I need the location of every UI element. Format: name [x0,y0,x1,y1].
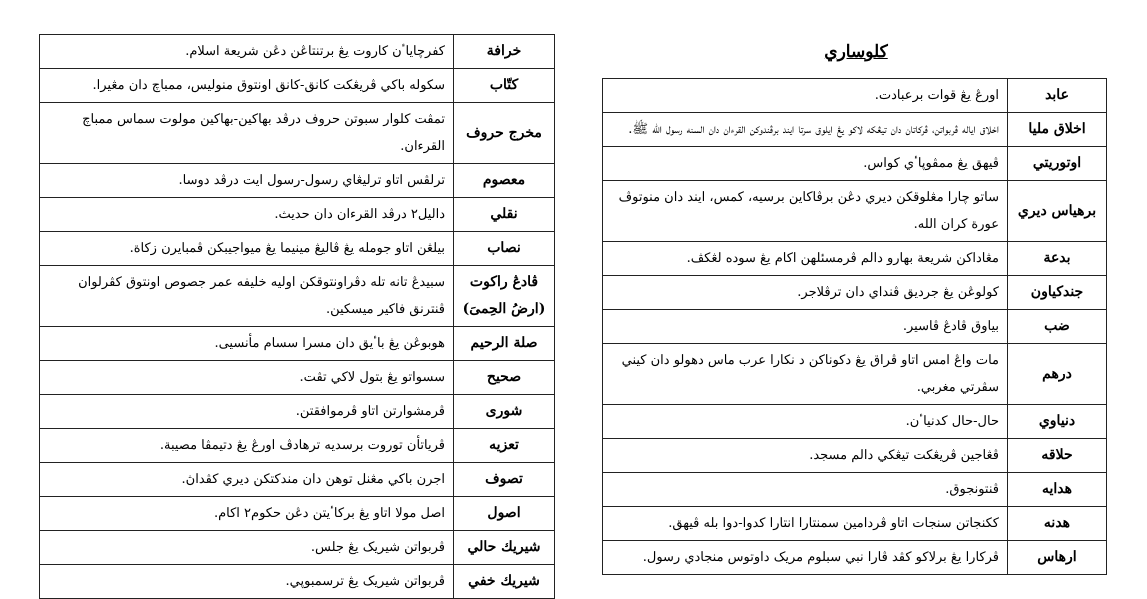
glossary-definition: ڤنتونجوق. [603,473,1008,507]
glossary-definition: مڠاداكن شريعة بهارو دالم ڤرمسئلهن اكام يڠ سوده لڠكڤ. [603,242,1008,276]
glossary-row [603,473,1107,507]
glossary-term: صحيح [454,361,555,395]
glossary-row [40,463,555,497]
glossary-row [40,429,555,463]
glossary-term: تصوف [454,463,555,497]
glossary-definition: اجرن باكي مڠنل توهن دان مندكتكن ديري كڤداڽ. [40,463,454,497]
glossary-term: بدعة [1008,242,1107,276]
glossary-definition: سبيدڠ تانه تله دڤراونتوقكن اوليه خليفه عمر جصوص اونتوق كڤرلوان ڤنترنق فاكير ميسكين. [40,266,454,327]
glossary-definition: ڤربواتن شيريک يڠ جلس. [40,531,454,565]
glossary-definition: اخلاق اياله ڤربواتن، ڤركاتان دان تيڠکه لاكو يڠ ايلوق سرتا ايند برڤندوكن القرءان دان السنه رسول الله ﷺ. [603,113,1008,147]
glossary-row [40,232,555,266]
glossary-definition: ڤربواتن شيريک يڠ ترسمبوڽي. [40,565,454,599]
glossary-row [603,507,1107,541]
glossary-row [40,497,555,531]
glossary-definition: هوبوڠن يڠ باٴيق دان مسرا سسام مأنسيى. [40,327,454,361]
glossary-row [603,344,1107,405]
glossary-definition: ڤركارا يڠ برلاكو كڤد ڤارا نبي سبلوم مريک داوتوس منجادي رسول. [603,541,1008,575]
glossary-row [603,113,1107,147]
glossary-row [40,69,555,103]
glossary-definition: ڤيهق يڠ ممڤوڽاٴي كواس. [603,147,1008,181]
glossary-definition: كفرچاياٴن كاروت يڠ برتنتاڠن دڠن شريعة اسلام. [40,35,454,69]
glossary-term: جندكياون [1008,276,1107,310]
glossary-term: ضب [1008,310,1107,344]
glossary-definition: تمڤت كلوار سبوتن حروف درڤد بهاكين-بهاكين مولوت سماس ممباچ القرءان. [40,103,454,164]
glossary-term: مخرج حروف [454,103,555,164]
glossary-row [40,198,555,232]
glossary-term: عابد [1008,79,1107,113]
glossary-term: حلاقه [1008,439,1107,473]
glossary-row [40,35,555,69]
glossary-row [40,266,555,327]
glossary-term: كتّاب [454,69,555,103]
glossary-term: دنياوي [1008,405,1107,439]
glossary-row [40,531,555,565]
glossary-definition: ڤرياتأن توروت برسديه ترهادڤ اورڠ يڠ دتيمڤا مصيبة. [40,429,454,463]
glossary-term: ارهاس [1008,541,1107,575]
glossary-term: برهياس ديري [1008,181,1107,242]
glossary-term: اخلاق مليا [1008,113,1107,147]
glossary-definition: ككنجاتن سنجات اتاو ڤردامين سمنتارا انتارا كدوا-دوا بله ڤيهق. [603,507,1008,541]
glossary-term: صلة الرحيم [454,327,555,361]
glossary-definition: كولوڠن يڠ جرديق ڤنداي دان ترڤلاجر. [603,276,1008,310]
glossary-definition: اصل مولا اتاو يڠ بركاٴيتن دڠن حكوم٢ اكام. [40,497,454,531]
glossary-definition: حال-حال كدنياٴن. [603,405,1008,439]
glossary-definition: اورڠ يڠ قوات برعبادت. [603,79,1008,113]
glossary-row [603,439,1107,473]
glossary-row [40,164,555,198]
glossary-row [603,147,1107,181]
glossary-row [603,242,1107,276]
glossary-row [603,310,1107,344]
glossary-term: نصاب [454,232,555,266]
glossary-row [603,79,1107,113]
glossary-row [603,181,1107,242]
glossary-table-right [602,78,1107,575]
glossary-term: تعزيه [454,429,555,463]
glossary-definition: سسواتو يڠ بتول لاكي تڤت. [40,361,454,395]
glossary-definition: مات واڠ امس اتاو ڤراق يڠ دكوناكن د نكارا عرب ماس دهولو دان كيني سڤرتي مغربي. [603,344,1008,405]
glossary-term: اصول [454,497,555,531]
glossary-term: اوتوريتي [1008,147,1107,181]
glossary-term: درهم [1008,344,1107,405]
glossary-term: هدنه [1008,507,1107,541]
glossary-row [603,276,1107,310]
glossary-row [603,541,1107,575]
glossary-term: معصوم [454,164,555,198]
glossary-term: هدايه [1008,473,1107,507]
glossary-heading: كلوساري [824,42,888,62]
glossary-definition: بياوق ڤادڠ ڤاسير. [603,310,1008,344]
glossary-row [40,395,555,429]
glossary-row [40,361,555,395]
glossary-row [40,565,555,599]
glossary-definition: داليل٢ درڤد القرءان دان حديث. [40,198,454,232]
glossary-row [603,405,1107,439]
glossary-term: شيريك خفي [454,565,555,599]
glossary-definition: ڤڠاجين ڤريڠکت تيڠکي دالم مسجد. [603,439,1008,473]
glossary-definition: ڤرمشوارتن اتاو ڤرموافقتن. [40,395,454,429]
glossary-term: خرافة [454,35,555,69]
glossary-definition: ساتو چارا مڠلوقكن ديري دڠن برڤاكاين برسيه، كمس، ايند دان منوتوڤ عورة كران الله. [603,181,1008,242]
glossary-definition: بيلڠن اتاو جومله يڠ ڤاليڠ مينيما يڠ ميواجيبكن ڤمبايرن زكاة. [40,232,454,266]
glossary-row [40,103,555,164]
glossary-row [40,327,555,361]
glossary-term: شورى [454,395,555,429]
glossary-term: شيريك حالي [454,531,555,565]
glossary-definition: ترلڤس اتاو ترليڠاي رسول-رسول ايت درڤد دوسا. [40,164,454,198]
glossary-definition: سكوله باكي ڤريڠكت كانق-كانق اونتوق منوليس، ممباچ دان مڠيرا. [40,69,454,103]
glossary-table-left [39,34,555,599]
glossary-term: نقلي [454,198,555,232]
glossary-term: ڤادڠ راكوت (ارضُ الحِمىَ) [454,266,555,327]
